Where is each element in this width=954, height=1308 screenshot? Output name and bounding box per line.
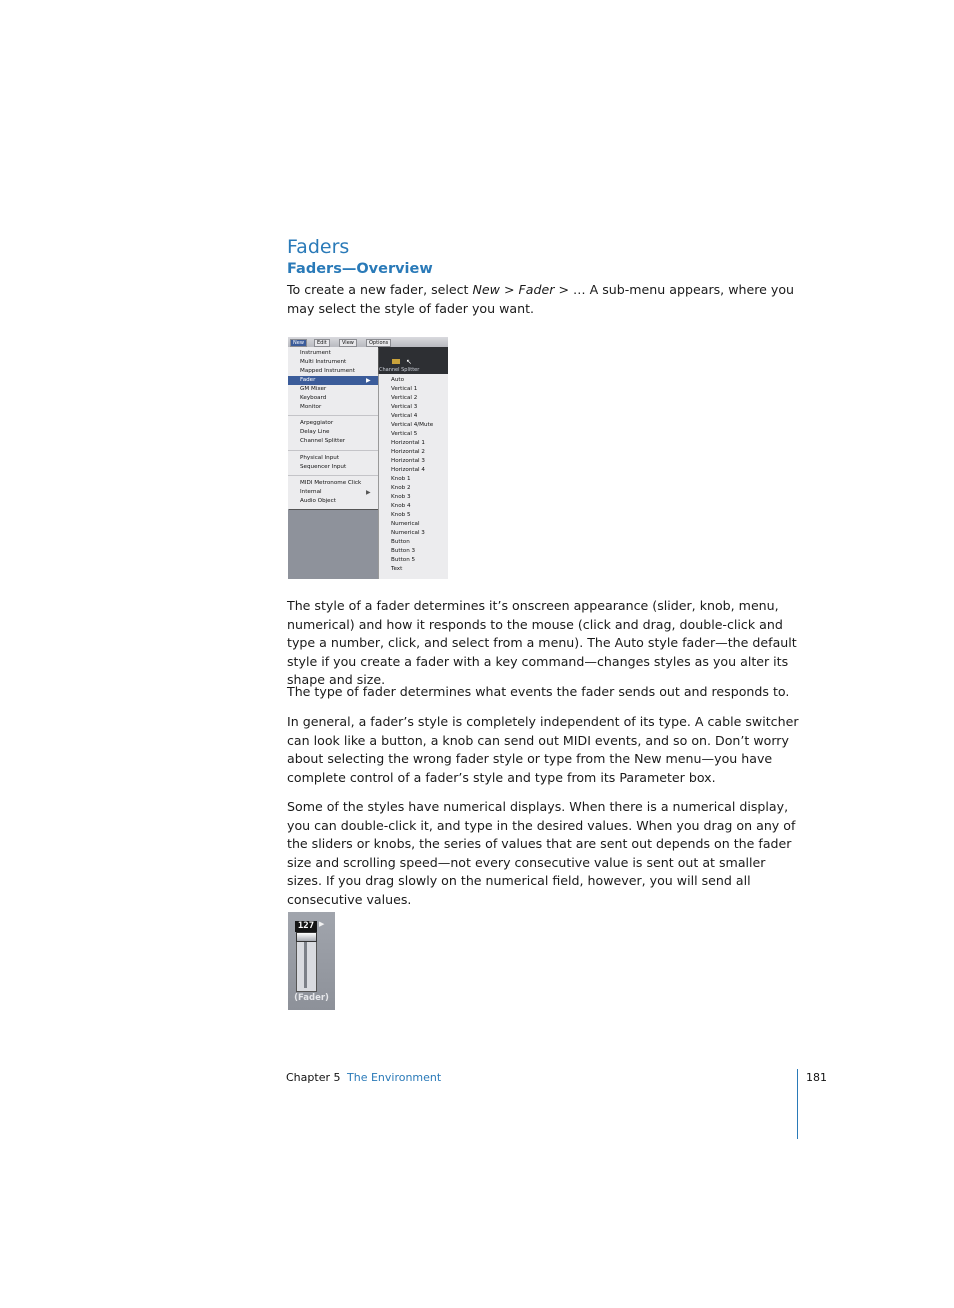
menu-item-midi-metronome-click[interactable]: MIDI Metronome Click — [300, 480, 362, 486]
submenu-arrow-icon: ▶ — [366, 377, 371, 384]
menu-new[interactable]: New — [290, 339, 307, 347]
menu-item-channel-splitter[interactable]: Channel Splitter — [300, 438, 346, 444]
environment-object-icon — [392, 359, 400, 364]
intro-paragraph — [287, 281, 799, 318]
menu-item-sequencer-input[interactable]: Sequencer Input — [300, 464, 347, 470]
page-number: 181 — [806, 1071, 827, 1084]
submenu-item[interactable]: Knob 5 — [391, 512, 411, 518]
fader-style-submenu — [378, 374, 448, 579]
intro-new: New — [472, 282, 500, 297]
fader-value-display: 127 — [295, 921, 317, 932]
submenu-item[interactable]: Horizontal 4 — [391, 467, 425, 473]
body-paragraph: Some of the styles have numerical displays. When there is a numerical display, you can double-click it, and type in the desired values. When you drag on any of the sliders or knobs, the series of values that are sent out depends on the fader size and scrolling speed—not every consecutive value is sent out at smaller sizes. If you drag slowly on the numerical field, however, you will send all consecutive values. — [287, 799, 796, 907]
fader-arrow-icon: ▶ — [319, 920, 325, 928]
submenu-item[interactable]: Button 5 — [391, 557, 416, 563]
menu-item-keyboard[interactable]: Keyboard — [300, 395, 327, 401]
submenu-item[interactable]: Knob 3 — [391, 494, 411, 500]
submenu-item[interactable]: Numerical 3 — [391, 530, 425, 536]
submenu-item[interactable]: Vertical 2 — [391, 395, 418, 401]
submenu-item[interactable]: Knob 2 — [391, 485, 411, 491]
menu-separator — [288, 415, 378, 416]
fader-label: (Fader) — [294, 993, 329, 1003]
new-menu — [288, 347, 378, 509]
submenu-item[interactable]: Vertical 1 — [391, 386, 418, 392]
body-paragraph: The type of fader determines what events the fader sends out and responds to. — [287, 684, 790, 699]
submenu-item[interactable]: Numerical — [391, 521, 420, 527]
body-paragraph: The style of a fader determines it’s onscreen appearance (slider, knob, menu, numerical) and how it responds to the mouse (click and drag, double-click and type a number, click, and select from a menu). The Auto style fader—the default style if you create a fader with a key command—changes styles as you alter its shape and size. — [287, 598, 797, 688]
menu-item-arpeggiator[interactable]: Arpeggiator — [300, 420, 334, 426]
body-paragraph: In general, a fader’s style is completely independent of its type. A cable switcher can look like a button, a knob can send out MIDI events, and so on. Don’t worry about selecting the wrong fader style or type from the New menu—you have complete control of a fader’s style and type from its Parameter box. — [287, 714, 799, 785]
environment-object-label: Channel Splitter — [379, 367, 420, 373]
page-heading: Faders — [287, 236, 350, 258]
intro-text-1: To create a new fader, select — [287, 282, 473, 297]
submenu-item[interactable]: Horizontal 2 — [391, 449, 425, 455]
footer-divider — [797, 1069, 798, 1139]
menu-separator — [288, 475, 378, 476]
submenu-item[interactable]: Vertical 4/Mute — [391, 422, 434, 428]
submenu-item[interactable]: Text — [391, 566, 403, 572]
menu-item-delay-line[interactable]: Delay Line — [300, 429, 330, 435]
menu-item-fader[interactable]: Fader — [300, 377, 316, 383]
menu-item-gm-mixer[interactable]: GM Mixer — [300, 386, 327, 392]
submenu-item[interactable]: Auto — [391, 377, 404, 383]
fader-groove — [304, 942, 307, 988]
intro-text-3: > … A sub-menu appears, where you may select the style of fader you want. — [287, 282, 795, 316]
submenu-item[interactable]: Button — [391, 539, 410, 545]
menu-item-instrument[interactable]: Instrument — [300, 350, 331, 356]
submenu-item[interactable]: Vertical 4 — [391, 413, 418, 419]
submenu-item[interactable]: Knob 4 — [391, 503, 411, 509]
menu-item-audio-object[interactable]: Audio Object — [300, 498, 336, 504]
intro-text-2: > — [499, 282, 519, 297]
menu-edit[interactable]: Edit — [314, 339, 330, 347]
submenu-item[interactable]: Horizontal 1 — [391, 440, 425, 446]
submenu-item[interactable]: Button 3 — [391, 548, 416, 554]
section-heading: Faders—Overview — [287, 261, 433, 277]
footer-chapter-title: The Environment — [347, 1071, 442, 1084]
menu-options[interactable]: Options — [366, 339, 391, 347]
menu-item-physical-input[interactable]: Physical Input — [300, 455, 340, 461]
menu-item-multi-instrument[interactable]: Multi Instrument — [300, 359, 347, 365]
menu-item-monitor[interactable]: Monitor — [300, 404, 322, 410]
menu-item-internal[interactable]: Internal — [300, 489, 322, 495]
submenu-arrow-icon: ▶ — [366, 489, 371, 496]
fader-object-image — [288, 912, 335, 1010]
submenu-item[interactable]: Horizontal 3 — [391, 458, 425, 464]
pointer-cursor-icon: ↖ — [406, 358, 412, 366]
footer-chapter: Chapter 5 — [286, 1071, 341, 1084]
submenu-item[interactable]: Vertical 3 — [391, 404, 418, 410]
new-fader-menu-screenshot — [288, 337, 448, 579]
submenu-item[interactable]: Vertical 5 — [391, 431, 418, 437]
submenu-item[interactable]: Knob 1 — [391, 476, 411, 482]
intro-fader: Fader — [518, 282, 555, 297]
menu-view[interactable]: View — [339, 339, 357, 347]
menu-item-mapped-instrument[interactable]: Mapped Instrument — [300, 368, 355, 374]
fader-knob[interactable] — [296, 932, 317, 942]
menu-separator — [288, 450, 378, 451]
